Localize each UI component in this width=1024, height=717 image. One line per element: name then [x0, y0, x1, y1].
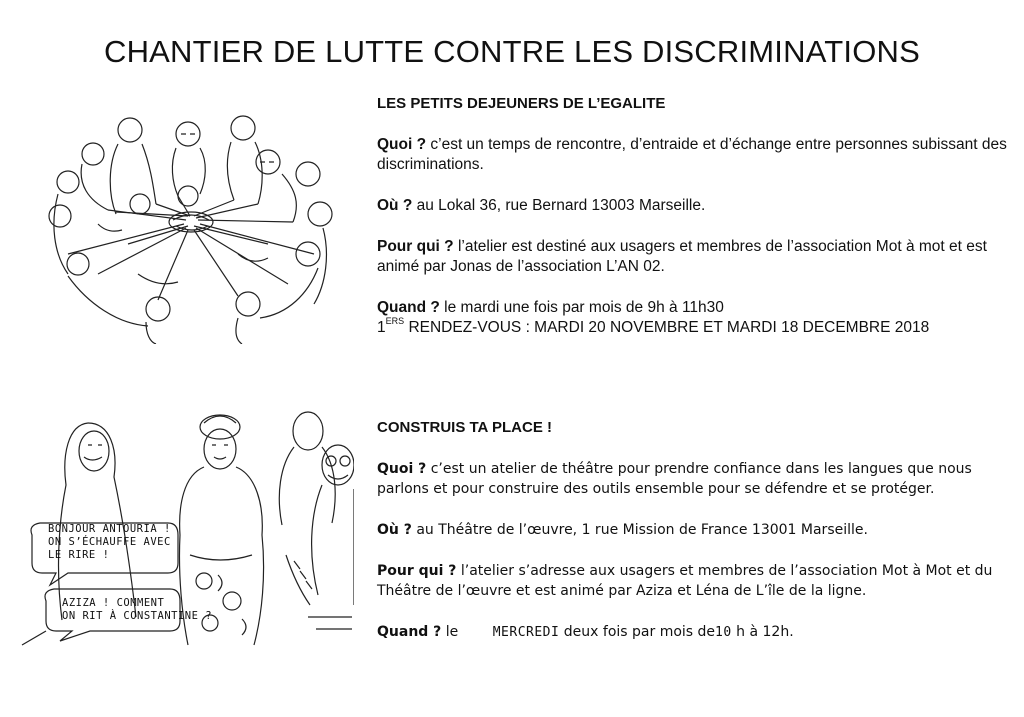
speech-bubble-1: [48, 523, 171, 562]
section-petits-dejeuners: [377, 94, 1007, 338]
section2-ou-label: Où ?: [377, 522, 412, 538]
section2-quand-end: h à 12h.: [731, 624, 794, 640]
section2-ou-text: au Théâtre de l’œuvre, 1 rue Mission de France 13001 Marseille.: [411, 522, 868, 538]
group-hands-illustration: [38, 104, 344, 344]
section2-pourqui-text: l’atelier s’adresse aux usagers et membres de l’association Mot à Mot et du Théâtre de l’œuvre et est animé par Aziza et Léna de L’île de la ligne.: [377, 563, 993, 599]
speech-bubble-2: [62, 597, 212, 623]
section2-pourqui: [377, 561, 1007, 601]
section1-quoi-text: c’est un temps de rencontre, d’entraide et d’échange entre personnes subissant des discriminations.: [377, 136, 1007, 173]
section2-quoi: [377, 459, 1007, 499]
bubble2-line1: AZIZA ! COMMENT: [62, 597, 165, 609]
section2-quand-mid: deux fois par mois de: [559, 624, 716, 640]
section1-heading: LES PETITS DEJEUNERS DE L’EGALITE: [377, 95, 666, 112]
section1-quand-label: Quand ?: [377, 299, 440, 316]
section2-quand-hour: 10: [715, 625, 732, 640]
section1-dates-text: RENDEZ-VOUS : MARDI 20 NOVEMBRE ET MARDI 18 DECEMBRE 2018: [404, 319, 930, 336]
section2-quoi-text: c’est un atelier de théâtre pour prendre confiance dans les langues que nous parlons et pour construire des outils ensemble pour se défendre et se protéger.: [377, 461, 972, 497]
section1-ou-text: au Lokal 36, rue Bernard 13003 Marseille.: [412, 197, 706, 214]
section2-ou: [377, 520, 1007, 540]
section2-heading: CONSTRUIS TA PLACE !: [377, 419, 552, 436]
bubble1-line3: LE RIRE !: [48, 549, 110, 561]
section2-quoi-label: Quoi ?: [377, 461, 427, 477]
section2-quand-label: Quand ?: [377, 624, 442, 640]
section1-dates-prefix: 1: [377, 319, 386, 336]
section1-quoi: [377, 135, 1007, 175]
section1-ou-label: Où ?: [377, 197, 413, 214]
bubble1-line2: ON S’ÉCHAUFFE AVEC: [48, 536, 171, 548]
section1-pourqui-text: l’atelier est destiné aux usagers et membres de l’association Mot à mot et est animé par Jonas de l’association L’AN 02.: [377, 238, 987, 275]
section1-quoi-label: Quoi ?: [377, 136, 427, 153]
section2-quand-day: MERCREDI: [492, 625, 560, 640]
women-laughing-illustration: [18, 405, 354, 650]
section1-ou: [377, 196, 1007, 216]
page-title: CHANTIER DE LUTTE CONTRE LES DISCRIMINATIONS: [103, 34, 921, 69]
section1-pourqui-label: Pour qui ?: [377, 238, 454, 255]
bubble2-line2: ON RIT À CONSTANTINE ?: [62, 610, 213, 622]
section2-quand-le: le: [441, 624, 463, 640]
section1-pourqui: [377, 237, 1007, 277]
section-construis-ta-place: [377, 418, 1007, 664]
section1-quand-text: le mardi une fois par mois de 9h à 11h30: [439, 299, 724, 316]
section1-dates: [377, 318, 1007, 338]
section2-quand: [377, 622, 1007, 643]
section2-pourqui-label: Pour qui ?: [377, 563, 457, 579]
section1-quand: [377, 298, 1007, 318]
section1-dates-sup: ERS: [385, 316, 405, 326]
bubble1-line1: BONJOUR ANTOURIA !: [48, 523, 171, 535]
